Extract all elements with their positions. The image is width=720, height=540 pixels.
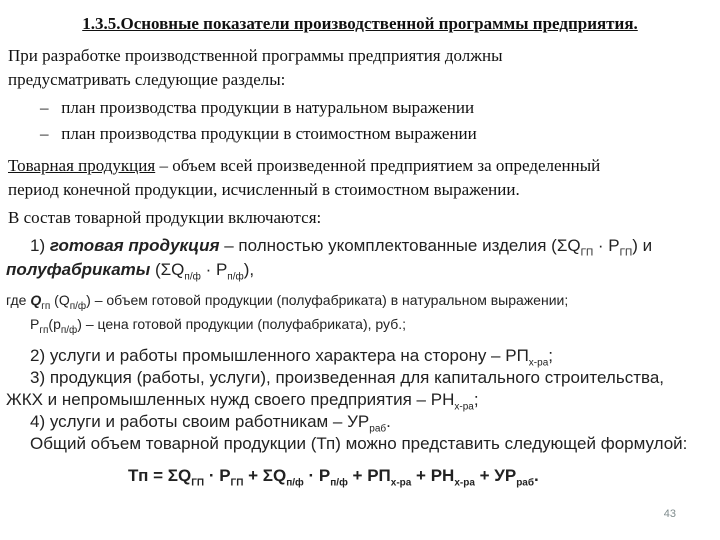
where-2-text: ) – цена готовой продукции (полуфабриката), руб.; xyxy=(77,316,406,332)
formula-term-3: · Р xyxy=(303,466,331,485)
where-2-symbol: Р xyxy=(30,316,40,332)
definition-line-2: период конечной продукции, исчисленный в стоимостном выражении. xyxy=(8,180,520,199)
item-4 xyxy=(30,412,391,434)
formula-term-7: . xyxy=(534,466,539,485)
composition-heading: В состав товарной продукции включаются: xyxy=(8,208,322,227)
item-1-tail: ) и xyxy=(632,236,653,255)
where-line-1 xyxy=(6,292,568,312)
item-4-sub: раб xyxy=(369,423,387,435)
formula-sub-5: х-ра xyxy=(390,477,412,489)
page-number: 43 xyxy=(663,508,676,520)
item-3-line-2 xyxy=(6,390,479,412)
intro-line-2: предусматривать следующие разделы: xyxy=(8,70,286,89)
formula-lhs: Тп = ΣQ xyxy=(128,466,192,485)
where-2-sub: гп xyxy=(39,324,49,336)
bullet-2 xyxy=(40,122,477,146)
formula-term-4: + РП xyxy=(347,466,391,485)
where-word: где xyxy=(6,292,27,308)
total-line: Общий объем товарной продукции (Тп) можно представить следующей формулой: xyxy=(30,434,688,453)
formula xyxy=(128,466,539,488)
where-2-paren: (р xyxy=(48,316,61,332)
item-1-line-2 xyxy=(6,260,254,282)
where-1-paren-sub: п/ф xyxy=(69,300,87,312)
where-1-paren: (Q xyxy=(50,292,70,308)
item-3-tail: ; xyxy=(473,390,479,409)
formula-sub-7: раб xyxy=(516,477,535,489)
formula-term-1: · Р xyxy=(204,466,231,485)
item-1-line-2-sub-2: п/ф xyxy=(227,271,244,283)
formula-sub-4: п/ф xyxy=(330,477,348,489)
item-2 xyxy=(30,346,553,368)
item-1-line-2-rest: (ΣQ xyxy=(155,260,185,279)
item-2-tail: ; xyxy=(548,346,553,365)
item-3-text: ЖКХ и непромышленных нужд своего предприятия – РН xyxy=(6,390,455,409)
item-1-line-2-dot: · Р xyxy=(200,260,228,279)
formula-term-6: + УР xyxy=(474,466,517,485)
formula-sub-6: х-ра xyxy=(454,477,475,489)
item-1-rest: – полностью укомплектованные изделия (ΣQ xyxy=(224,236,581,255)
definition-line-1 xyxy=(8,154,600,178)
definition-rest: – объем всей произведенной предприятием за определенный xyxy=(155,156,601,175)
where-1-symbol: Q xyxy=(30,292,42,308)
item-1-line-2-sub: п/ф xyxy=(184,271,201,283)
item-3-line-1: 3) продукция (работы, услуги), произведенная для капитального строительства, xyxy=(30,368,664,387)
item-1-prefix: 1) xyxy=(30,236,46,255)
formula-term-5: + РН xyxy=(411,466,455,485)
where-2-paren-sub: п/ф xyxy=(60,324,78,336)
slide-title: 1.3.5.Основные показатели производственной программы предприятия. xyxy=(82,14,638,33)
item-1-sub: ГП xyxy=(580,247,594,259)
formula-sub-1: ГП xyxy=(191,477,205,489)
bullet-dash: – xyxy=(40,124,49,143)
definition-term: Товарная продукция xyxy=(8,156,156,175)
formula-sub-2: ГП xyxy=(230,477,244,489)
where-1-sub: гп xyxy=(41,300,51,312)
where-line-2 xyxy=(30,316,406,336)
item-1-dot: · Р xyxy=(593,236,620,255)
item-2-text: 2) услуги и работы промышленного характера на сторону – РП xyxy=(30,346,529,365)
item-1-term: готовая продукция xyxy=(49,236,220,255)
bullet-dash: – xyxy=(40,98,49,117)
bullet-1 xyxy=(40,96,474,120)
item-4-tail: . xyxy=(386,412,391,431)
formula-term-2: + ΣQ xyxy=(243,466,287,485)
item-1-line-2-tail: ), xyxy=(243,260,255,279)
item-1-line-1 xyxy=(30,236,652,258)
item-1-line-2-term: полуфабрикаты xyxy=(6,260,151,279)
where-1-text: ) – объем готовой продукции (полуфабриката) в натуральном выражении; xyxy=(86,292,569,308)
item-4-text: 4) услуги и работы своим работникам – УР xyxy=(30,412,370,431)
item-1-sub-2: ГП xyxy=(619,247,633,259)
intro-line-1: При разработке производственной программы предприятия должны xyxy=(8,46,503,65)
item-3-sub: х-ра xyxy=(454,401,474,413)
formula-sub-3: п/ф xyxy=(286,477,304,489)
bullet-2-text: план производства продукции в стоимостном выражении xyxy=(61,124,477,143)
item-2-sub: х-ра xyxy=(528,357,549,369)
bullet-1-text: план производства продукции в натуральном выражении xyxy=(61,98,475,117)
